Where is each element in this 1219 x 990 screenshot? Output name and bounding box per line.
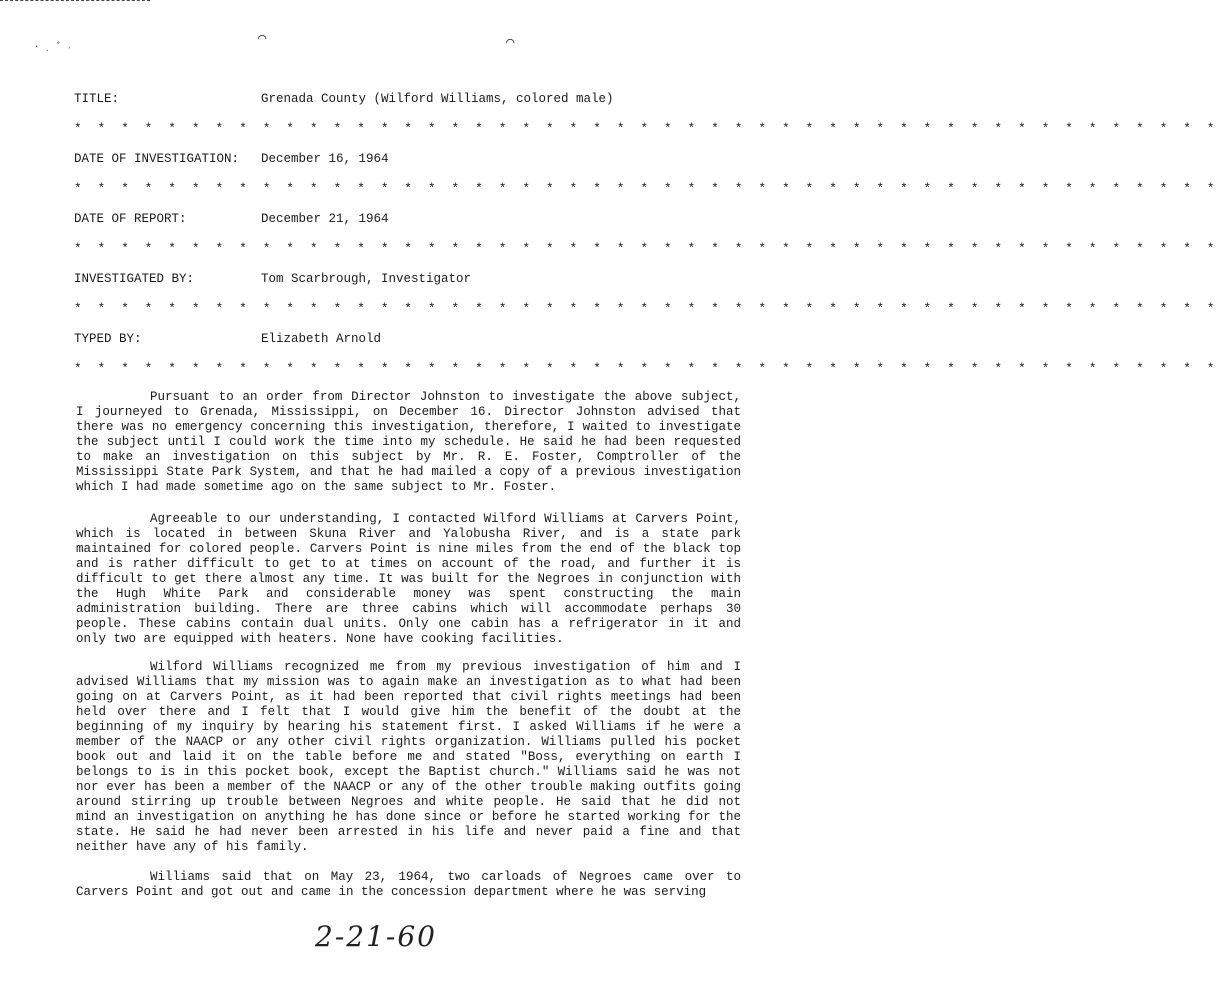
separator: * * * * * * * * * * * * * * * * * * * * * * * * * * * * * * * * * * * * * * * * * * * * * * * * * (74, 362, 1219, 376)
separator: * * * * * * * * * * * * * * * * * * * * * * * * * * * * * * * * * * * * * * * * * * * * * * * * * (74, 242, 1219, 256)
date-investigation-label: DATE OF INVESTIGATION: (74, 152, 240, 166)
date-report-label: DATE OF REPORT: (74, 212, 187, 226)
paragraph (76, 512, 741, 647)
title-value: Grenada County (Wilford Williams, colored male) (261, 92, 614, 106)
scan-mark: · ˏ ˚ ˒ (34, 42, 72, 52)
paragraph-text: Wilford Williams recognized me from my previous investigation of him and I advised Williams that my mission was to again make an investigation as to what had been going on at Carvers Point, as it had been reported that civil rights meetings had been held over there and I felt that I would give him the benefit of the doubt at the beginning of my inquiry by hearing his statement first. I asked Williams if he were a member of the NAACP or any other civil rights organization. Williams pulled his pocket book out and laid it on the table before me and stated "Boss, everything on earth I belongs to is in this pocket book, except the Baptist church." Williams said he was not nor ever has been a member of the NAACP or any of the other trouble making outfits going around stirring up trouble between Negroes and white people. He said that he did not mind an investigation on anything he has done since or before he started working for the state. He said he had never been arrested in his life and never paid a fine and that neither have any of his family. (76, 660, 741, 854)
paragraph-text: Williams said that on May 23, 1964, two carloads of Negroes came over to Carvers Point and got out and came in the concession department where he was serving (76, 870, 741, 899)
typed-by-value: Elizabeth Arnold (261, 332, 382, 346)
investigated-by-value: Tom Scarbrough, Investigator (261, 272, 472, 286)
scan-mark: ⌒ (506, 35, 515, 51)
typed-by-label: TYPED BY: (74, 332, 142, 346)
paragraph (76, 870, 741, 900)
scan-mark: ⌒ (258, 31, 267, 47)
paragraph-text: Agreeable to our understanding, I contacted Wilford Williams at Carvers Point, which is located in between Skuna River and Yalobusha River, and is a state park maintained for colored people. Carvers Point is nine miles from the end of the black top and is rather difficult to get to at times on account of the road, and further it is difficult to get there almost any time. It was built for the Negroes in conjunction with the Hugh White Park and considerable money was spent constructing the main administration building. There are three cabins which will accommodate perhaps 30 people. These cabins contain dual units. Only one cabin has a refrigerator in it and only two are equipped with heaters. None have cooking facilities. (76, 512, 741, 646)
paragraph (76, 660, 741, 855)
separator: * * * * * * * * * * * * * * * * * * * * * * * * * * * * * * * * * * * * * * * * * * * * * * * * * (74, 182, 1219, 196)
investigated-by-label: INVESTIGATED BY: (74, 272, 195, 286)
separator: * * * * * * * * * * * * * * * * * * * * * * * * * * * * * * * * * * * * * * * * * * * * * * * * * (74, 302, 1219, 316)
title-label: TITLE: (74, 92, 120, 106)
separator: * * * * * * * * * * * * * * * * * * * * * * * * * * * * * * * * * * * * * * * * * * * * * * * * * (74, 122, 1219, 136)
handwritten-page-number: 2-21-60 (315, 920, 437, 953)
date-investigation-value: December 16, 1964 (261, 152, 389, 166)
top-dashed-rule (0, 0, 150, 1)
paragraph (76, 390, 741, 495)
paragraph-text: Pursuant to an order from Director Johnston to investigate the above subject, I journeyed to Grenada, Mississippi, on December 16. Director Johnston advised that there was no emergency concerning this investigation, therefore, I waited to investigate the subject until I could work the time into my schedule. He said he had been requested to make an investigation on this subject by Mr. R. E. Foster, Comptroller of the Mississippi State Park System, and that he had mailed a copy of a previous investigation which I had made sometime ago on the same subject to Mr. Foster. (76, 390, 741, 494)
date-report-value: December 21, 1964 (261, 212, 389, 226)
